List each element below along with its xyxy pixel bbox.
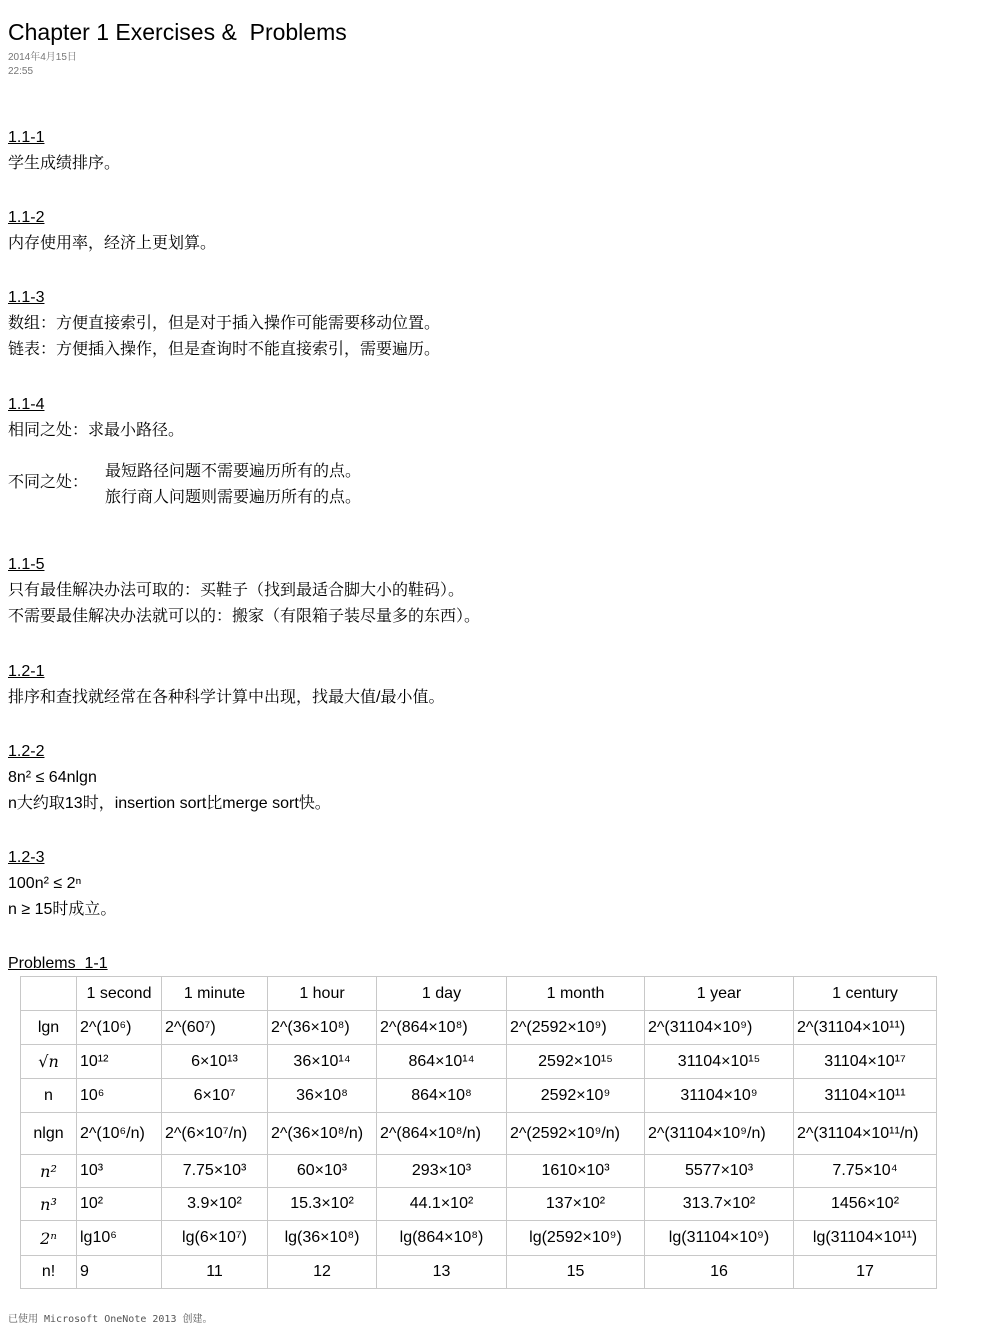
exercise-line: 只有最佳解决办法可取的：买鞋子（找到最适合脚大小的鞋码）。 (8, 582, 465, 599)
differences-item: 最短路径问题不需要遍历所有的点。 (105, 463, 362, 480)
table-cell: 2^(10⁶/n) (77, 1113, 162, 1155)
table-cell: 137×10² (507, 1188, 645, 1221)
exercise-heading: 1.2-3 (8, 849, 45, 866)
row-header: n³ (21, 1188, 77, 1221)
exercise-line: 相同之处：求最小路径。 (8, 422, 185, 439)
exercise-1-1-5 (8, 552, 480, 630)
footer-note: 已使用 Microsoft OneNote 2013 创建。 (8, 1314, 213, 1325)
row-header: √n (21, 1045, 77, 1079)
exercise-1-2-1 (8, 659, 444, 711)
exercise-line: 不需要最佳解决办法就可以的：搬家（有限箱子装尽量多的东西）。 (8, 608, 481, 625)
exercise-heading: 1.1-3 (8, 289, 45, 306)
column-header: 1 hour (268, 977, 377, 1011)
table-cell: 2^(31104×10¹¹) (794, 1011, 937, 1045)
row-header: n² (21, 1155, 77, 1188)
exercise-1-1-3 (8, 285, 440, 363)
table-cell: 7.75×10³ (162, 1155, 268, 1188)
table-cell: 293×10³ (377, 1155, 507, 1188)
exercise-heading: 1.1-1 (8, 129, 45, 146)
exercise-heading: 1.1-2 (8, 209, 45, 226)
table-cell: 9 (77, 1256, 162, 1289)
table-cell: 36×10⁸ (268, 1079, 377, 1113)
table-cell: 16 (645, 1256, 794, 1289)
table-cell: 44.1×10² (377, 1188, 507, 1221)
table-cell: 31104×10¹⁵ (645, 1045, 794, 1079)
exercise-heading: 1.2-2 (8, 743, 45, 760)
column-header: 1 day (377, 977, 507, 1011)
table-cell: 2^(864×10⁸) (377, 1011, 507, 1045)
table-cell: 7.75×10⁴ (794, 1155, 937, 1188)
exercise-line: 内存使用率，经济上更划算。 (8, 235, 217, 252)
table-row (21, 1045, 937, 1079)
table-cell: 36×10¹⁴ (268, 1045, 377, 1079)
differences-item: 旅行商人问题则需要遍历所有的点。 (105, 489, 362, 506)
table-cell: 11 (162, 1256, 268, 1289)
differences-list (105, 459, 361, 511)
exercise-1-1-1 (8, 125, 120, 177)
table-cell: lg(2592×10⁹) (507, 1221, 645, 1256)
table-row (21, 1113, 937, 1155)
row-header: nlgn (21, 1113, 77, 1155)
page-title: Chapter 1 Exercises & Problems (8, 19, 347, 45)
table-cell: 1456×10² (794, 1188, 937, 1221)
exercise-line: 数组：方便直接索引，但是对于插入操作可能需要移动位置。 (8, 315, 441, 332)
table-cell: 10² (77, 1188, 162, 1221)
table-cell: 17 (794, 1256, 937, 1289)
table-cell: 15 (507, 1256, 645, 1289)
table-cell: 2^(10⁶) (77, 1011, 162, 1045)
table-cell: lg(31104×10¹¹) (794, 1221, 937, 1256)
exercise-line: 排序和查找就经常在各种科学计算中出现，找最大值/最小值。 (8, 689, 445, 706)
row-header: n (21, 1079, 77, 1113)
table-cell: 60×10³ (268, 1155, 377, 1188)
table-cell: 864×10¹⁴ (377, 1045, 507, 1079)
table-cell: 2^(31104×10⁹/n) (645, 1113, 794, 1155)
table-cell: 10⁶ (77, 1079, 162, 1113)
column-header: 1 minute (162, 977, 268, 1011)
table-cell: 313.7×10² (645, 1188, 794, 1221)
table-cell: 12 (268, 1256, 377, 1289)
table-cell: lg10⁶ (77, 1221, 162, 1256)
problems-title: Problems 1-1 (8, 955, 108, 972)
table-cell: lg(6×10⁷) (162, 1221, 268, 1256)
table-row (21, 1011, 937, 1045)
row-header: lgn (21, 1011, 77, 1045)
table-cell: 6×10¹³ (162, 1045, 268, 1079)
table-cell: 2592×10⁹ (507, 1079, 645, 1113)
table-header-row (21, 977, 937, 1011)
row-header: 2ⁿ (21, 1221, 77, 1256)
note-time: 22:55 (8, 66, 34, 77)
exercise-line: n ≥ 15时成立。 (8, 901, 117, 918)
table-cell: 2^(60⁷) (162, 1011, 268, 1045)
row-header: n! (21, 1256, 77, 1289)
table-cell: lg(31104×10⁹) (645, 1221, 794, 1256)
differences-label: 不同之处： (8, 474, 89, 491)
table-row (21, 1155, 937, 1188)
table-cell: 31104×10⁹ (645, 1079, 794, 1113)
table-cell: 10¹² (77, 1045, 162, 1079)
exercise-heading: 1.1-5 (8, 556, 45, 573)
table-row (21, 1188, 937, 1221)
exercise-1-1-4 (8, 392, 184, 444)
table-cell: 31104×10¹¹ (794, 1079, 937, 1113)
table-cell: 2^(6×10⁷/n) (162, 1113, 268, 1155)
exercise-line: 链表：方便插入操作，但是查询时不能直接索引，需要遍历。 (8, 341, 441, 358)
exercise-line: 学生成绩排序。 (8, 155, 121, 172)
table-cell: 5577×10³ (645, 1155, 794, 1188)
table-cell: 2592×10¹⁵ (507, 1045, 645, 1079)
column-header: 1 second (77, 977, 162, 1011)
table-cell: 864×10⁸ (377, 1079, 507, 1113)
table-cell: 3.9×10² (162, 1188, 268, 1221)
table-cell: 2^(2592×10⁹/n) (507, 1113, 645, 1155)
table-cell: 13 (377, 1256, 507, 1289)
exercise-line: 100n² ≤ 2ⁿ (8, 875, 82, 892)
table-corner-cell (21, 977, 77, 1011)
table-cell: 2^(36×10⁸/n) (268, 1113, 377, 1155)
exercise-heading: 1.2-1 (8, 663, 45, 680)
table-cell: 2^(31104×10⁹) (645, 1011, 794, 1045)
growth-table (20, 976, 937, 1289)
exercise-1-2-2 (8, 739, 331, 817)
table-cell: 6×10⁷ (162, 1079, 268, 1113)
column-header: 1 year (645, 977, 794, 1011)
exercise-line: n大约取13时，insertion sort比merge sort快。 (8, 795, 331, 812)
column-header: 1 month (507, 977, 645, 1011)
table-cell: 2^(864×10⁸/n) (377, 1113, 507, 1155)
table-row (21, 1256, 937, 1289)
table-cell: 10³ (77, 1155, 162, 1188)
table-cell: 2^(36×10⁸) (268, 1011, 377, 1045)
table-cell: 31104×10¹⁷ (794, 1045, 937, 1079)
exercise-1-2-3 (8, 845, 116, 923)
table-cell: 2^(31104×10¹¹/n) (794, 1113, 937, 1155)
table-cell: 1610×10³ (507, 1155, 645, 1188)
table-cell: 2^(2592×10⁹) (507, 1011, 645, 1045)
column-header: 1 century (794, 977, 937, 1011)
exercise-heading: 1.1-4 (8, 396, 45, 413)
exercise-1-1-2 (8, 205, 216, 257)
table-row (21, 1221, 937, 1256)
exercise-line: 8n² ≤ 64nlgn (8, 769, 97, 786)
table-cell: lg(36×10⁸) (268, 1221, 377, 1256)
table-cell: 15.3×10² (268, 1188, 377, 1221)
table-row (21, 1079, 937, 1113)
table-cell: lg(864×10⁸) (377, 1221, 507, 1256)
note-date: 2014年4月15日 (8, 52, 77, 63)
